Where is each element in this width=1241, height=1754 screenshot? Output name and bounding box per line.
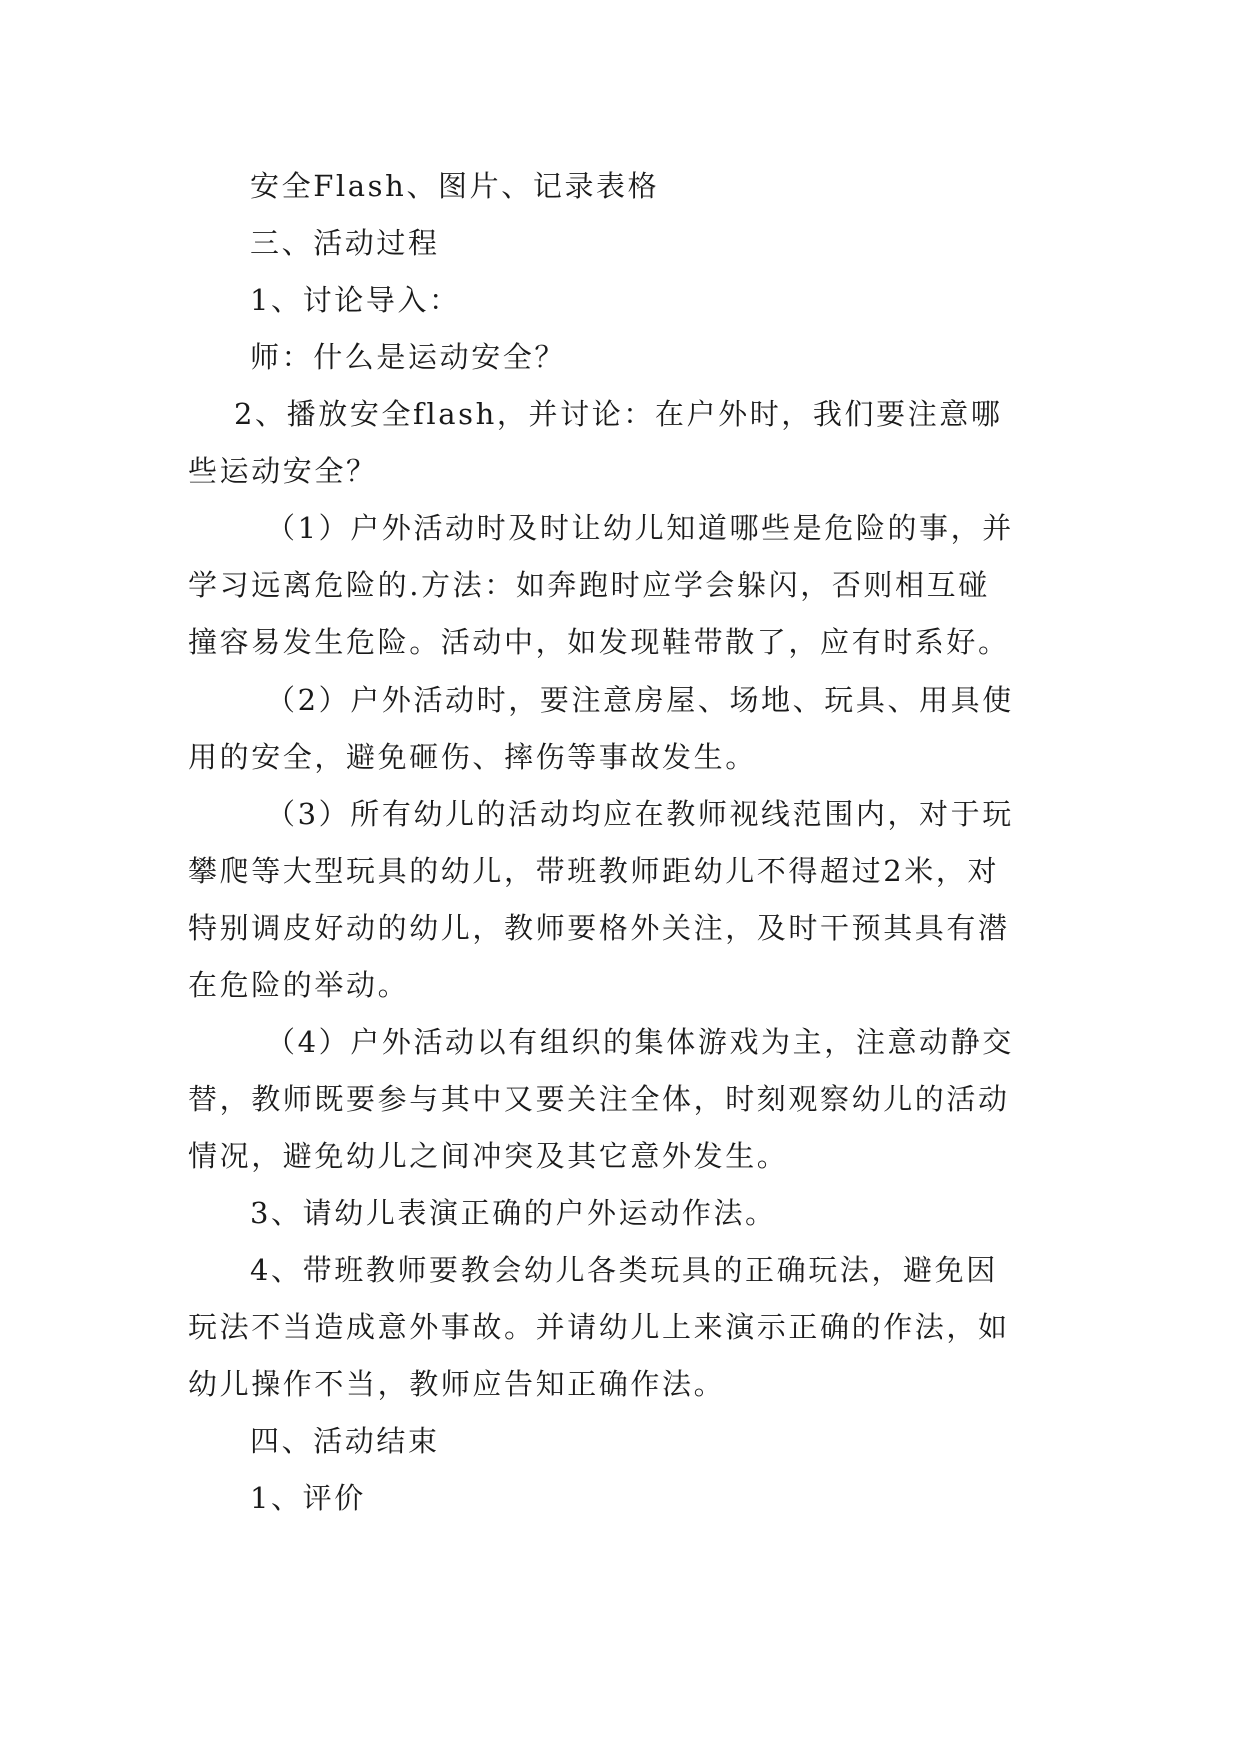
item-2-line-2: 用的安全，避免砸伤、摔伤等事故发生。 [188,740,757,774]
item-4-line-2: 替，教师既要参与其中又要关注全体，时刻观察幼儿的活动 [188,1082,1010,1116]
step-4-line-3: 幼儿操作不当，教师应告知正确作法。 [188,1367,726,1401]
item-1-line-1: （1）户外活动时及时让幼儿知道哪些是危险的事，并 [266,511,1014,545]
item-2-line-1: （2）户外活动时，要注意房屋、场地、玩具、用具使 [266,683,1014,717]
step-2-line-1: 2、播放安全flash，并讨论：在户外时，我们要注意哪 [234,397,1003,431]
item-1-line-3: 撞容易发生危险。活动中，如发现鞋带散了，应有时系好。 [188,625,1010,659]
teacher-question: 师：什么是运动安全？ [250,340,567,374]
materials-line: 安全Flash、图片、记录表格 [250,169,660,203]
step-2-line-2: 些运动安全？ [188,454,378,488]
item-4-line-3: 情况，避免幼儿之间冲突及其它意外发生。 [188,1139,789,1173]
step-3-line: 3、请幼儿表演正确的户外运动作法。 [250,1196,777,1230]
step-4-line-2: 玩法不当造成意外事故。并请幼儿上来演示正确的作法，如 [188,1310,1010,1344]
step-1-heading: 1、讨论导入： [250,283,461,317]
item-3-line-2: 攀爬等大型玩具的幼儿，带班教师距幼儿不得超过2米，对 [188,854,1000,888]
item-3-line-3: 特别调皮好动的幼儿，教师要格外关注，及时干预其具有潜 [188,911,1010,945]
section-heading-activity-end: 四、活动结束 [250,1424,440,1458]
evaluation-heading: 1、评价 [250,1481,366,1515]
item-3-line-4: 在危险的举动。 [188,968,410,1002]
section-heading-activity-process: 三、活动过程 [250,226,440,260]
item-1-line-2: 学习远离危险的.方法：如奔跑时应学会躲闪，否则相互碰 [188,568,990,602]
item-4-line-1: （4）户外活动以有组织的集体游戏为主，注意动静交 [266,1025,1014,1059]
step-4-line-1: 4、带班教师要教会幼儿各类玩具的正确玩法，避免因 [250,1253,998,1287]
item-3-line-1: （3）所有幼儿的活动均应在教师视线范围内，对于玩 [266,797,1014,831]
